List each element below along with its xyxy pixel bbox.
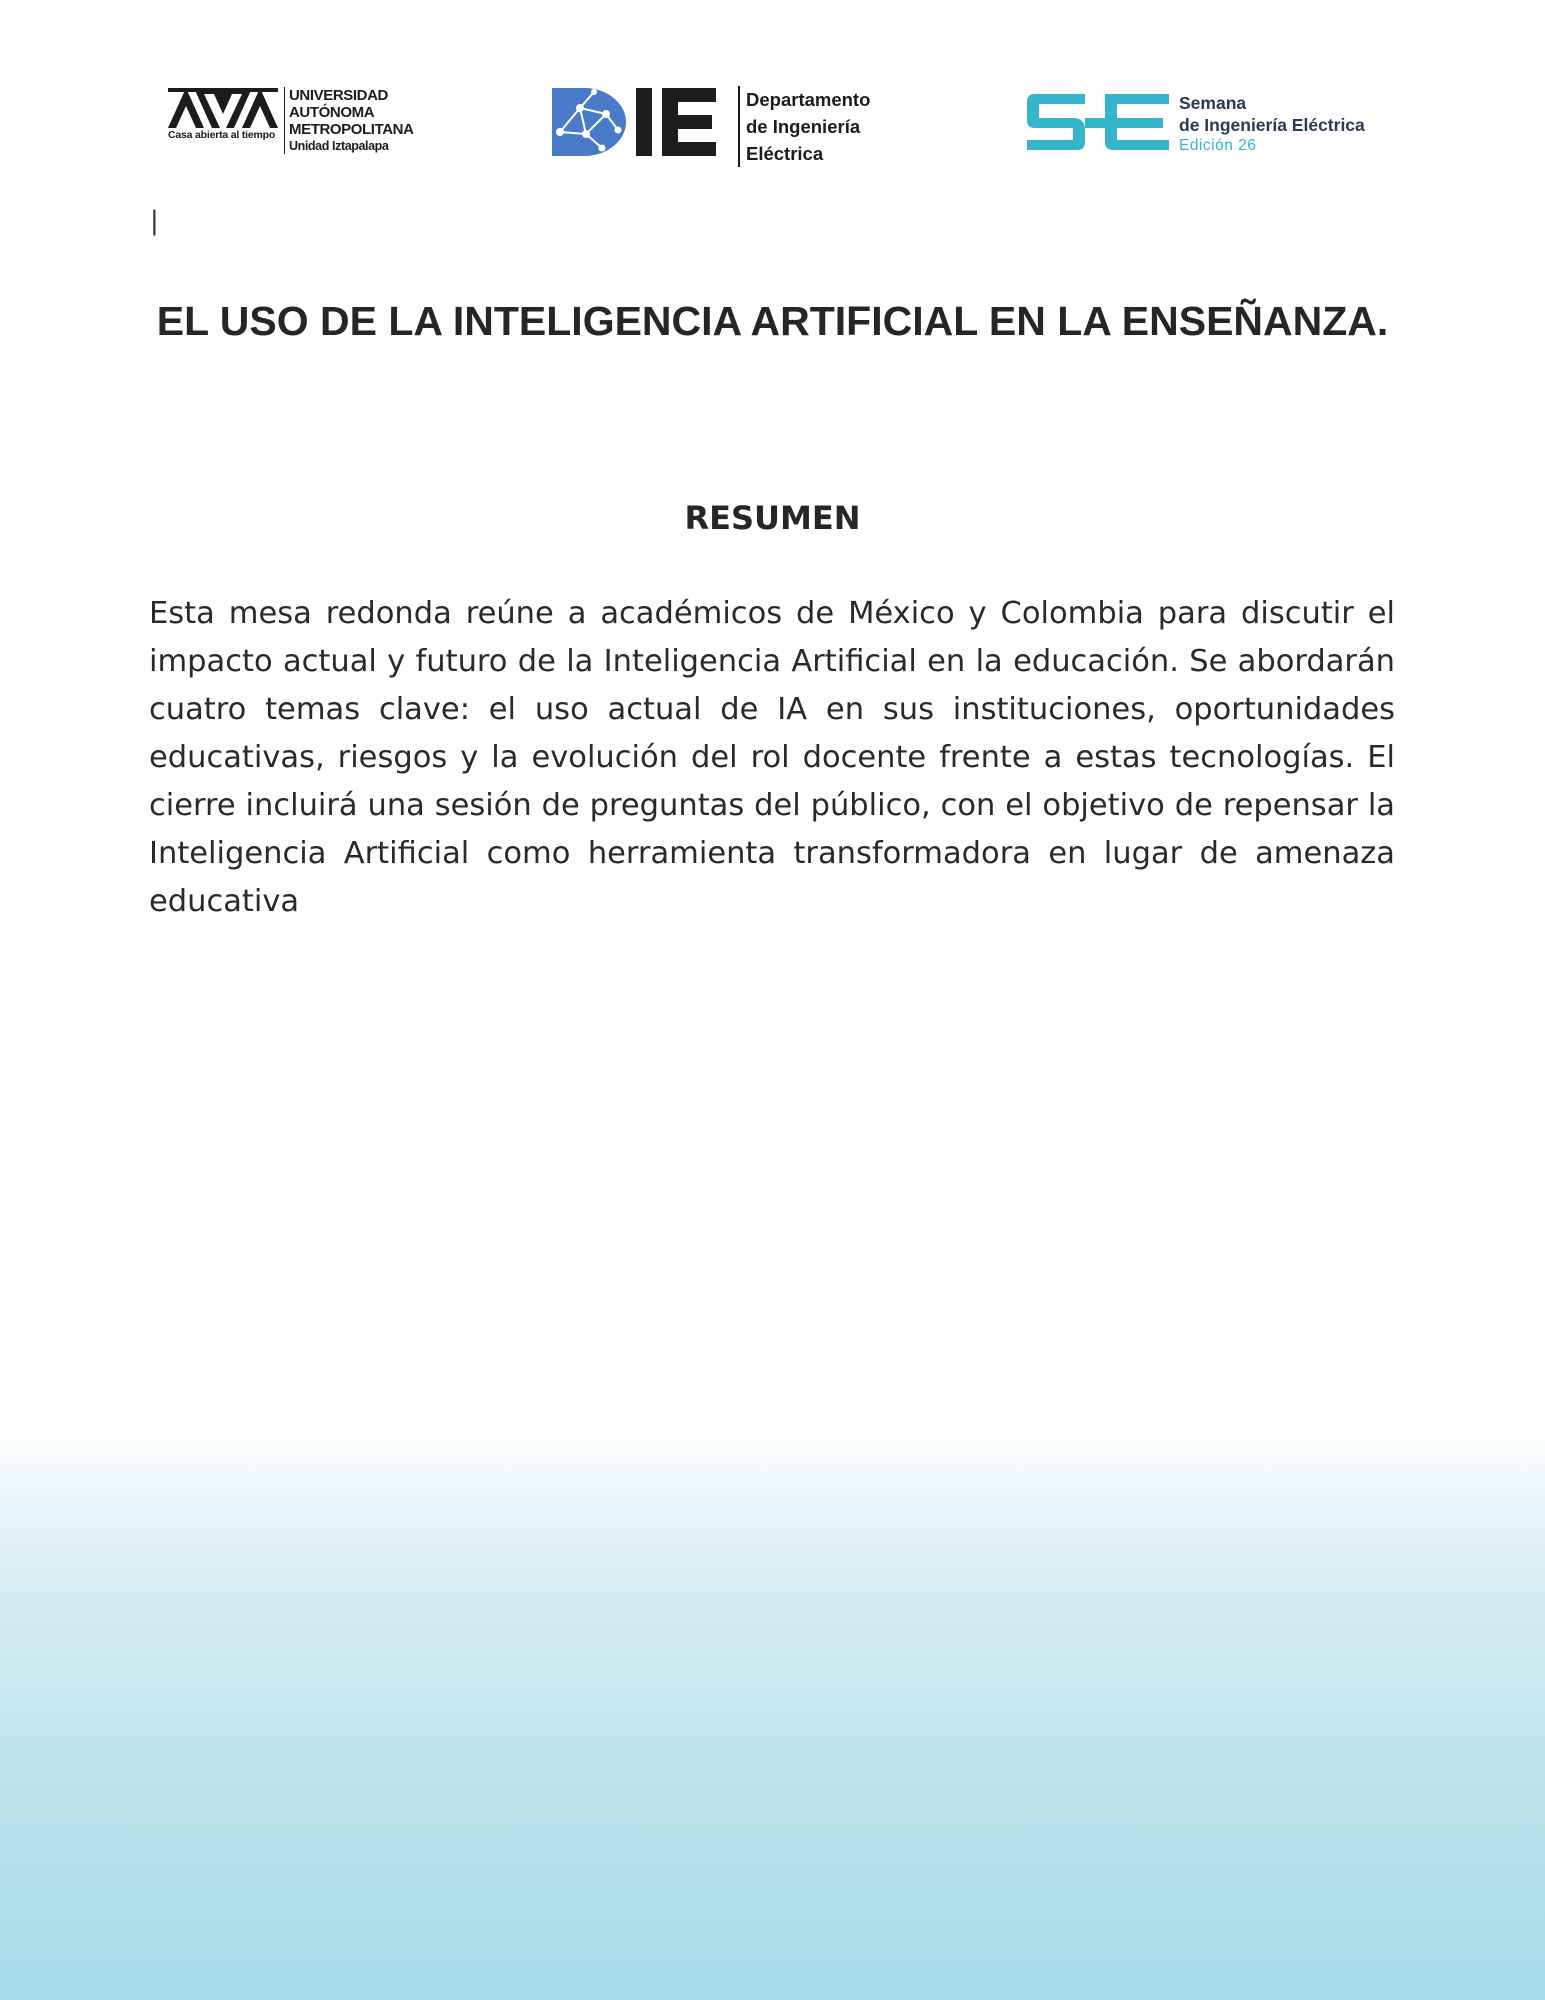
text-cursor-mark: | [150, 206, 159, 236]
die-line: Departamento [746, 89, 871, 110]
document-title: EL USO DE LA INTELIGENCIA ARTIFICIAL EN LA ENSEÑANZA. [156, 298, 1389, 344]
uam-line: AUTÓNOMA [289, 104, 375, 121]
sie-edition: Edición 26 [1179, 137, 1257, 154]
uam-line: Unidad Iztapalapa [289, 139, 389, 153]
section-heading: RESUMEN [684, 499, 861, 537]
sie-line: de Ingeniería Eléctrica [1179, 115, 1365, 135]
die-logo [550, 86, 910, 162]
uam-logo [168, 86, 430, 164]
die-line: de Ingeniería [746, 116, 861, 137]
uam-tagline: Casa abierta al tiempo [168, 129, 276, 141]
uam-emblem-icon [168, 86, 278, 130]
sie-name [1179, 92, 1365, 156]
uam-line: UNIVERSIDAD [289, 87, 388, 104]
uam-line: METROPOLITANA [289, 121, 414, 138]
die-network-icon [550, 86, 740, 158]
die-name [738, 86, 870, 167]
die-line: Eléctrica [746, 143, 824, 164]
page-header [0, 0, 1545, 170]
uam-name [284, 87, 414, 154]
sie-line: Semana [1179, 93, 1247, 113]
sie-emblem-icon [1027, 92, 1169, 152]
abstract-paragraph: Esta mesa redonda reúne a académicos de México y Colombia para discutir el impacto actual y futuro de la Inteligencia Artificial en la educación. Se abordarán cuatro temas clave: el uso actual de IA en sus instituciones, oportunidades educativas, riesgos y la evolución del rol docente frente a estas tecnologías. El cierre incluirá una sesión de preguntas del público, con el objetivo de repensar la Inteligencia Artificial como herramienta transformadora en lugar de amenaza educativa [149, 596, 1395, 919]
sie-logo [1027, 92, 1407, 156]
